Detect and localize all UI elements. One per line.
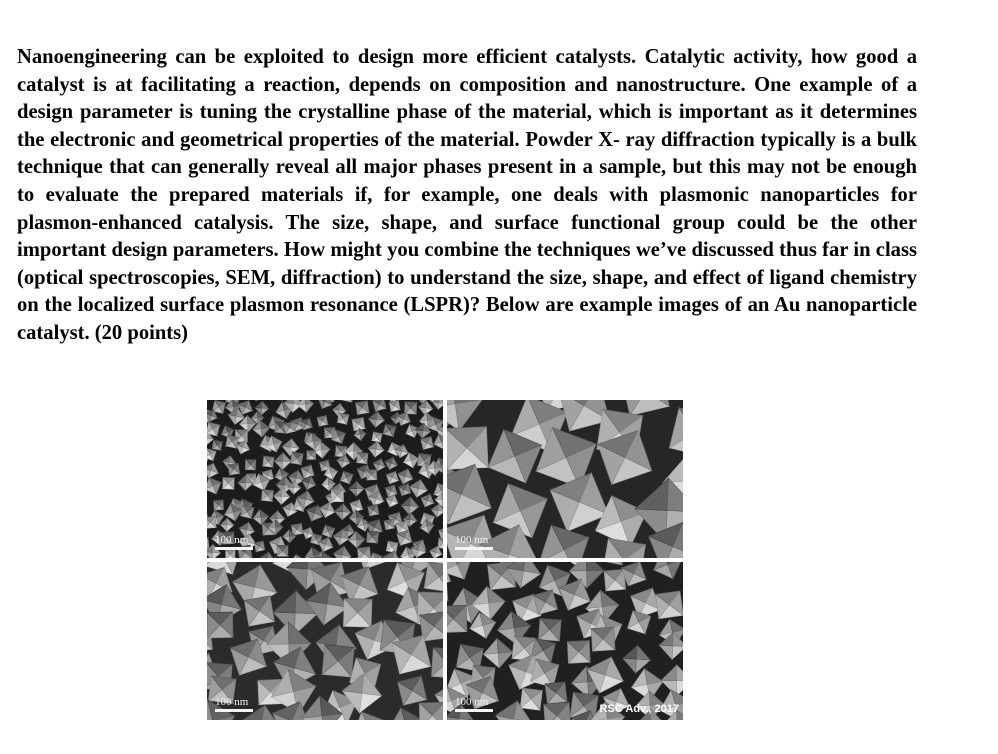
sem-panel-bottom-left xyxy=(207,562,443,720)
sem-panel-top-right xyxy=(447,400,683,558)
scale-bar xyxy=(215,534,253,550)
sem-panel-bottom-right xyxy=(447,562,683,720)
scale-bar-label: 100 nm xyxy=(455,534,489,546)
scale-bar-label: 100 nm xyxy=(215,534,249,546)
sem-figure xyxy=(207,400,683,720)
scale-bar-label: 100 nm xyxy=(215,696,249,708)
scale-bar xyxy=(215,696,253,712)
scale-bar xyxy=(455,534,493,550)
scale-bar-line xyxy=(215,547,253,550)
particle-facet xyxy=(442,493,443,500)
scale-bar-label: 100 nm xyxy=(455,696,489,708)
image-credit: RSC Adv., 2017 xyxy=(599,703,679,715)
scale-bar xyxy=(455,696,493,712)
sem-panel-top-left xyxy=(207,400,443,558)
particle-facet xyxy=(442,499,443,506)
scale-bar-line xyxy=(455,547,493,550)
particle-facet xyxy=(439,400,443,404)
scale-bar-line xyxy=(455,709,493,712)
scale-bar-line xyxy=(215,709,253,712)
question-text: Nanoengineering can be exploited to design more efficient catalysts. Catalytic activity, how good a catalyst is at facilitating a reaction, depends on composition and nanostructure. One example of a design parameter is tuning the crystalline phase of the material, which is important as it determines the electronic and geometrical properties of the material. Powder X- ray diffraction typically is a bulk technique that can generally reveal all major phases present in a sample, but this may not be enough to evaluate the prepared materials if, for example, one deals with plasmonic nanoparticles for plasmon-enhanced catalysis. The size, shape, and surface functional group could be the other important design parameters. How might you combine the techniques we’ve discussed thus far in class (optical spectroscopies, SEM, diffraction) to understand the size, shape, and effect of ligand chemistry on the localized surface plasmon resonance (LSPR)? Below are example images of an Au nanoparticle catalyst. (20 points) xyxy=(17,46,917,344)
